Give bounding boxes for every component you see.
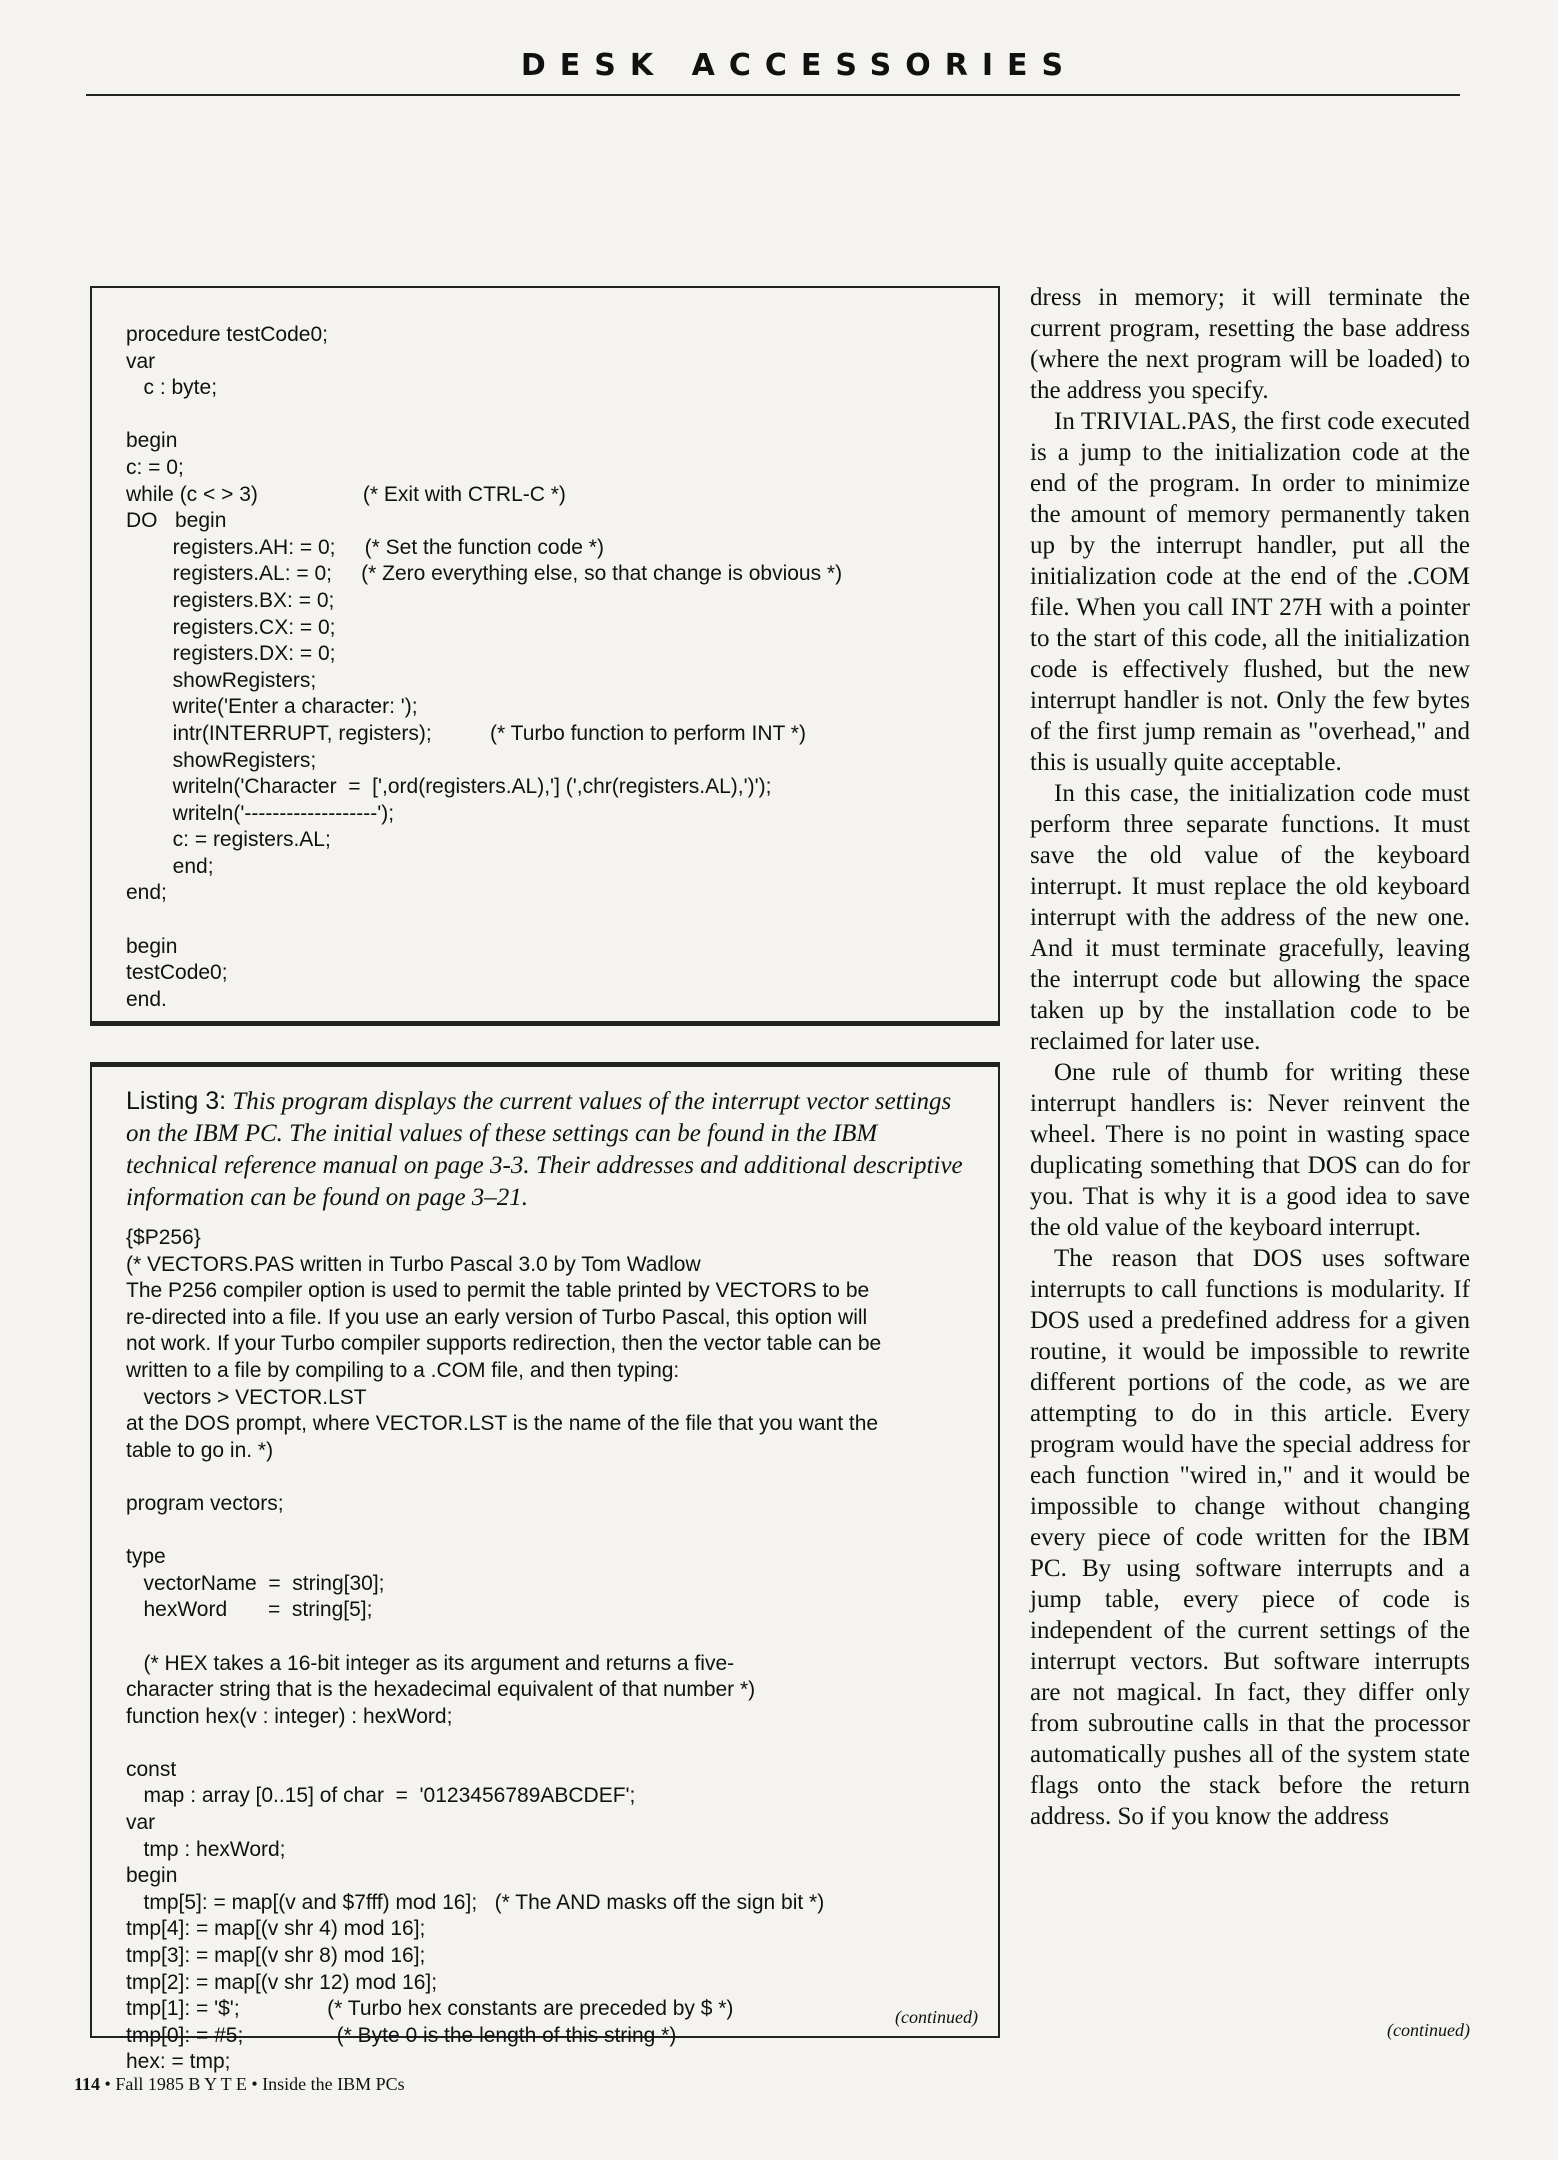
- listing-3-label: Listing 3:: [126, 1087, 227, 1115]
- listing-3-caption: [126, 1085, 966, 1214]
- listing-top-box: [90, 286, 1000, 1026]
- listing-top-code: procedure testCode0; var c : byte; begin c: = 0; while (c < > 3) (* Exit with CTRL-C *) DO begin registers.AH: = 0; (* Set the function code *) registers.AL: = 0; (* Zero everything else, so that change is obvious *) registers.BX: = 0; registers.CX: = 0; registers.DX: = 0; showRegisters; write('Enter a character: '); intr(INTERRUPT, registers); (* Turbo function to perform INT *) showRegisters; writeln('Character = [',ord(registers.AL),'] (',chr(registers.AL),')'); writeln('-------------------'); c: = registers.AL; end; end; begin testCode0; end.: [126, 323, 843, 1011]
- listing-3-caption-text: This program displays the current values of the interrupt vector settings on the IBM PC. The initial values of these settings can be found in the IBM technical reference manual on page 3-3. Their addresses and additional descriptive information can be found on page 3–21.: [126, 1088, 963, 1211]
- paragraph: One rule of thumb for writing these interrupt handlers is: Never reinvent the wheel. There is no point in wasting space duplicating something that DOS can do for you. That is why it is a good idea to save the old value of the keyboard interrupt.: [1030, 1059, 1470, 1241]
- article-column: [1030, 282, 1470, 1832]
- header-rule: [86, 94, 1460, 96]
- paragraph: dress in memory; it will terminate the current program, resetting the base address (where the next program will be loaded) to the address you specify.: [1030, 284, 1470, 404]
- paragraph: In TRIVIAL.PAS, the first code executed is a jump to the initialization code at the end of the program. In order to minimize the amount of memory permanently taken up by the interrupt handler, put all the initialization code at the end of the .COM file. When you call INT 27H with a pointer to the start of this code, all the initialization code is effectively flushed, but the new interrupt handler is not. Only the few bytes of the first jump remain as "overhead," and this is usually quite acceptable.: [1030, 408, 1470, 776]
- paragraph: In this case, the initialization code must perform three separate functions. It must save the old value of the keyboard interrupt. It must replace the old keyboard interrupt with the address of the new one. And it must terminate gracefully, leaving the interrupt code but allowing the space taken up by the installation code to be reclaimed for later use.: [1030, 780, 1470, 1055]
- listing-3-code: {$P256} (* VECTORS.PAS written in Turbo Pascal 3.0 by Tom Wadlow The P256 compiler option is used to permit the table printed by VECTORS to be re-directed into a file. If you use an early version of Turbo Pascal, this option will not work. If your Turbo compiler supports redirection, then the vector table can be written to a file by compiling to a .COM file, and then typing: vectors > VECTOR.LST at the DOS prompt, where VECTOR.LST is the name of the file that you want the table to go in. *) program vectors; type vectorName = string[30]; hexWord = string[5]; (* HEX takes a 16-bit integer as its argument and returns a five- character string that is the hexadecimal equivalent of that number *) function hex(v : integer) : hexWord; const map : array [0..15] of char = '0123456789ABCDEF'; var tmp : hexWord; begin tmp[5]: = map[(v and $7fff) mod 16]; (* The AND masks off the sign bit *) tmp[4]: = map[(v shr 4) mod 16]; tmp[3]: = map[(v shr 8) mod 16]; tmp[2]: = map[(v shr 12) mod 16]; tmp[1]: = '$'; (* Turbo hex constants are preceded by $ *) tmp[0]: = #5; (* Byte 0 is the length of this string *) hex: = tmp;: [126, 1226, 882, 2074]
- column-continued: (continued): [1387, 2020, 1470, 2040]
- paragraph: The reason that DOS uses software interrupts to call functions is modularity. If DOS used a predefined address for a given routine, it would be impossible to rewrite different portions of the code, as we are attempting to do in this article. Every program would have the special address for each function "wired in," and it would be impossible to change without changing every piece of code written for the IBM PC. By using software interrupts and a jump table, every piece of code is independent of the current settings of the interrupt vectors. But software interrupts are not magical. In fact, they differ only from subroutine calls in that the processor automatically pushes all of the system state flags onto the stack before the return address. So if you know the address: [1030, 1245, 1470, 1830]
- page-header: DESK ACCESSORIES: [520, 48, 1078, 83]
- listing-3-box: [90, 1062, 1000, 2074]
- page-number: 114: [74, 2074, 101, 2094]
- page-footer: [74, 2074, 405, 2095]
- footer-text: • Fall 1985 B Y T E • Inside the IBM PCs: [104, 2074, 405, 2094]
- listing-3-continued: (continued): [895, 2007, 978, 2027]
